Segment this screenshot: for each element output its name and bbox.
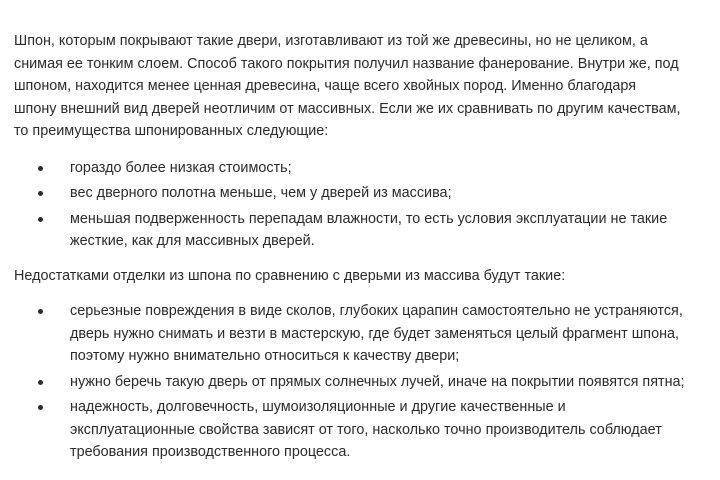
list-item: серьезные повреждения в виде сколов, глубоких царапин самостоятельно не устраняются, дверь нужно снимать и везти в мастерскую, где будет заменяться целый фрагмент шпона, поэтому нужно внимательно относиться к качеству двери;: [14, 300, 702, 368]
intro-paragraph: Шпон, которым покрывают такие двери, изготавливают из той же древесины, но не целиком, а снимая ее тонким слоем. Способ такого покрытия получил название фанерование. Внутри же, под шпоном, находится менее ценная древесина, чаще всего хвойных пород. Именно благодаря шпону внешний вид дверей неотличим от массивных. Если же их сравнивать по другим качествам, то преимущества шпонированных следующие:: [14, 33, 681, 139]
drawbacks-intro-paragraph: Недостатками отделки из шпона по сравнению с дверьми из массива будут такие:: [14, 267, 566, 284]
list-item: надежность, долговечность, шумоизоляционные и другие качественные и эксплуатационные свойства зависят от того, насколько точно производитель соблюдает требования производственного процесса.: [14, 396, 702, 464]
advantages-list: [14, 157, 702, 253]
list-item: вес дверного полотна меньше, чем у дверей из массива;: [14, 182, 702, 205]
drawbacks-list: [14, 300, 702, 464]
list-item: меньшая подверженность перепадам влажности, то есть условия эксплуатации не такие жесткие, как для массивных дверей.: [14, 208, 702, 253]
list-item: гораздо более низкая стоимость;: [14, 157, 702, 180]
list-item: нужно беречь такую дверь от прямых солнечных лучей, иначе на покрытии появятся пятна;: [14, 371, 702, 394]
